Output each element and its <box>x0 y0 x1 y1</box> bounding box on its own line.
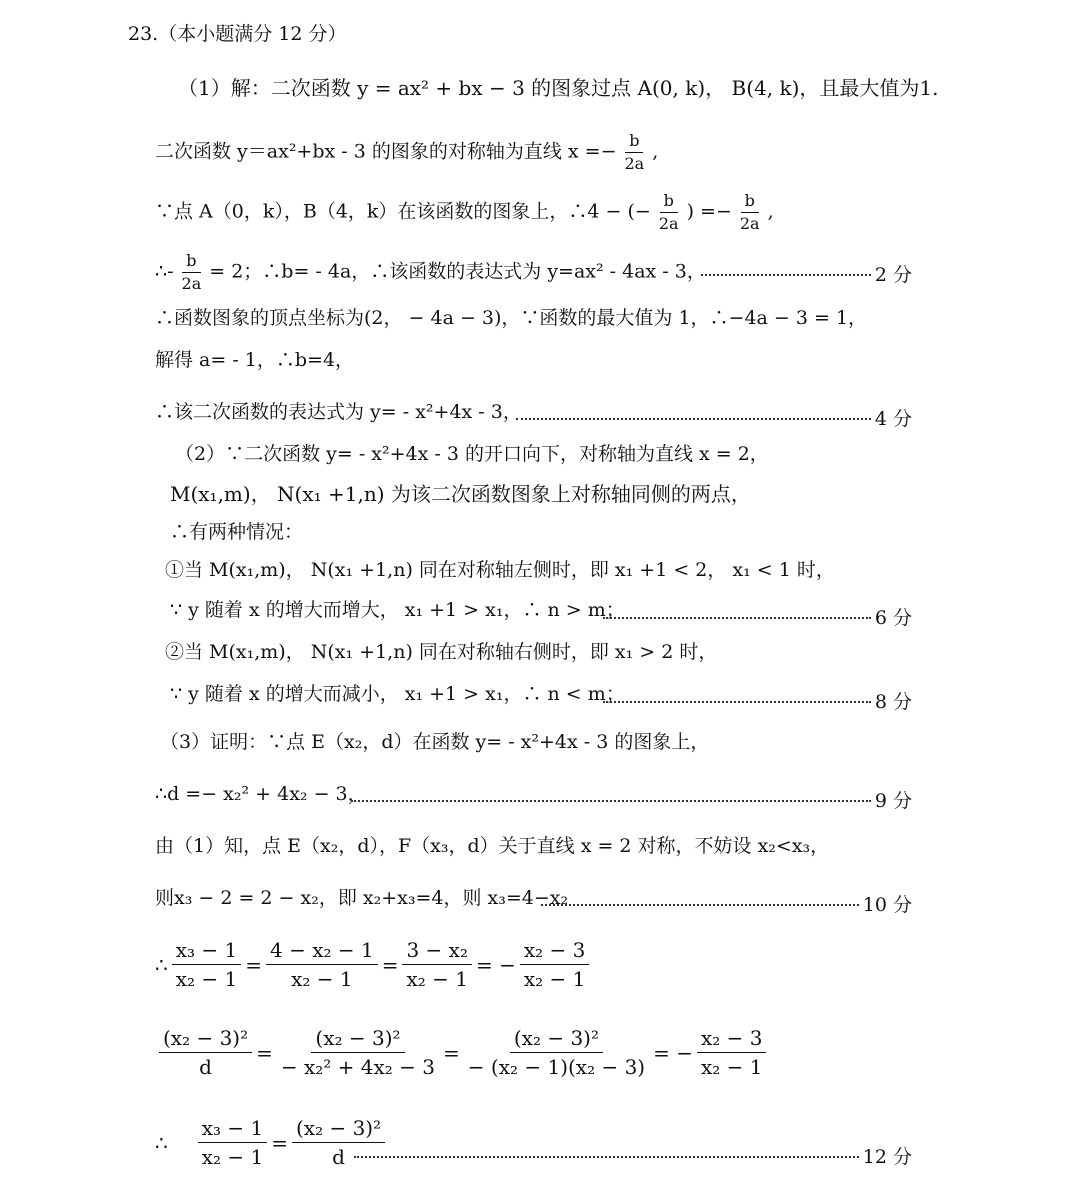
x3-relation-line: 则x₃ − 2 = 2 − x₂，即 x₂+x₃=4，则 x₃=4−x₂ <box>155 887 569 909</box>
case1-conclusion: ∵ y 随着 x 的增大而增大， x₁ +1 > x₁，∴ n > m； <box>170 599 625 621</box>
frac-num: b <box>182 252 200 273</box>
dotted-leader <box>603 617 871 619</box>
fraction <box>697 1026 767 1079</box>
equals: = <box>271 1130 288 1155</box>
frac-den: x₂ − 1 <box>406 967 468 991</box>
symmetry-ef-line: 由（1）知，点 E（x₂，d），F（x₃，d）关于直线 x = 2 对称，不妨设 x₂<x₃， <box>155 835 830 857</box>
score-mark <box>516 404 912 431</box>
fraction <box>172 938 242 991</box>
case1-line: ①当 M(x₁,m)， N(x₁ +1,n) 同在对称轴左侧时，即 x₁ +1 < 2， x₁ < 1 时， <box>165 559 835 581</box>
score-mark <box>541 890 912 917</box>
part3-line: （3）证明：∵点 E（x₂，d）在函数 y= - x²+4x - 3 的图象上， <box>160 731 710 753</box>
score-text: 4 分 <box>874 408 912 430</box>
frac-den: x₂ − 1 <box>291 967 353 991</box>
frac-num: 4 − x₂ − 1 <box>266 938 378 965</box>
score-text: 10 分 <box>862 894 912 916</box>
equals-minus: = − <box>475 952 516 977</box>
score-mark <box>701 260 912 287</box>
equals: = <box>245 952 262 977</box>
fraction-equation-1 <box>155 938 593 991</box>
fraction <box>198 1116 268 1169</box>
text: ∵点 A（0，k），B（4，k）在该函数的图象上，∴4 − (− <box>155 200 651 223</box>
therefore: ∴ <box>155 952 168 977</box>
fraction <box>159 1026 252 1079</box>
fraction-b-over-2a <box>621 132 649 173</box>
score-mark <box>603 603 912 630</box>
d-expression-line: ∴d =− x₂² + 4x₂ − 3， <box>155 783 367 805</box>
score-text: 6 分 <box>874 607 912 629</box>
fraction-b-over-2a <box>736 192 764 233</box>
frac-den: − (x₂ − 1)(x₂ − 3) <box>467 1055 646 1079</box>
frac-num: (x₂ − 3)² <box>510 1026 603 1053</box>
fraction-b-over-2a <box>655 192 683 233</box>
dotted-leader <box>603 701 871 703</box>
equals: = <box>256 1040 273 1065</box>
fraction <box>402 938 472 991</box>
text: = 2；∴b= - 4a，∴该函数的表达式为 y=ax² - 4ax - 3， <box>209 260 706 283</box>
frac-den: x₂ − 1 <box>523 967 586 991</box>
frac-num: x₂ − 3 <box>520 938 590 965</box>
therefore: ∴ <box>155 1130 168 1155</box>
fraction-b-over-2a <box>178 252 206 293</box>
axis-of-symmetry-line <box>155 132 658 173</box>
fraction-equation-2 <box>155 1026 770 1079</box>
dotted-leader <box>701 274 871 276</box>
equals: = <box>381 952 399 977</box>
comma: , <box>767 200 774 223</box>
score-text: 2 分 <box>874 264 912 286</box>
score-text: 8 分 <box>874 691 912 713</box>
frac-den: 2a <box>739 214 760 233</box>
points-on-graph-line <box>155 192 774 233</box>
frac-den: x₂ − 1 <box>700 1055 763 1079</box>
frac-num: b <box>660 192 678 213</box>
case2-conclusion: ∵ y 随着 x 的增大而减小， x₁ +1 > x₁，∴ n < m； <box>170 683 625 705</box>
frac-den: d <box>199 1055 212 1079</box>
problem-header: 23.（本小题满分 12 分） <box>128 23 347 45</box>
text: ) =− <box>686 200 732 223</box>
frac-num: (x₂ − 3)² <box>292 1116 385 1143</box>
frac-num: x₃ − 1 <box>172 938 242 965</box>
dotted-leader <box>516 418 871 420</box>
score-mark <box>354 1142 912 1169</box>
score-text: 9 分 <box>874 790 912 812</box>
frac-den: d <box>332 1145 345 1169</box>
text: 二次函数 y＝ax²+bx - 3 的图象的对称轴为直线 x =− <box>155 140 617 163</box>
frac-den: 2a <box>624 154 645 173</box>
frac-den: 2a <box>181 274 202 293</box>
frac-num: b <box>625 132 643 153</box>
quadratic-result-line: ∴该二次函数的表达式为 y= - x²+4x - 3， <box>155 401 522 423</box>
two-cases-line: ∴有两种情况： <box>170 521 304 543</box>
points-mn-line: M(x₁,m)， N(x₁ +1,n) 为该二次函数图象上对称轴同侧的两点， <box>170 482 751 506</box>
frac-num: x₂ − 3 <box>697 1026 767 1053</box>
text: ∴- <box>155 260 174 283</box>
frac-den: 2a <box>658 214 679 233</box>
equals-minus: = − <box>653 1040 693 1065</box>
expression-line <box>155 252 706 293</box>
part2-line: （2）∵二次函数 y= - x²+4x - 3 的开口向下，对称轴为直线 x = 2， <box>175 443 769 465</box>
equals: = <box>443 1040 460 1065</box>
frac-den: − x₂² + 4x₂ − 3 <box>280 1055 436 1079</box>
frac-num: b <box>741 192 759 213</box>
frac-num: (x₂ − 3)² <box>159 1026 252 1053</box>
frac-num: 3 − x₂ <box>402 938 472 965</box>
fraction <box>464 1026 649 1079</box>
part1-statement: （1）解：二次函数 y = ax² + bx − 3 的图象过点 A(0, k)， B(4, k)，且最大值为1. <box>178 76 939 100</box>
solve-line: 解得 a= - 1，∴b=4， <box>155 349 355 371</box>
score-mark <box>351 786 912 813</box>
frac-num: (x₂ − 3)² <box>311 1026 404 1053</box>
comma: , <box>652 140 659 163</box>
fraction <box>520 938 590 991</box>
dotted-leader <box>541 904 859 906</box>
score-mark <box>603 687 912 714</box>
case2-line: ②当 M(x₁,m)， N(x₁ +1,n) 同在对称轴右侧时，即 x₁ > 2 时， <box>165 641 718 663</box>
vertex-line: ∴函数图象的顶点坐标为(2， − 4a − 3)，∵函数的最大值为 1，∴−4a − 3 = 1， <box>155 307 868 329</box>
dotted-leader <box>354 1156 859 1158</box>
frac-den: x₂ − 1 <box>175 967 238 991</box>
dotted-leader <box>351 800 871 802</box>
score-text: 12 分 <box>862 1146 912 1168</box>
fraction <box>266 938 378 991</box>
fraction <box>277 1026 439 1079</box>
frac-den: x₂ − 1 <box>201 1145 264 1169</box>
frac-num: x₃ − 1 <box>198 1116 268 1143</box>
